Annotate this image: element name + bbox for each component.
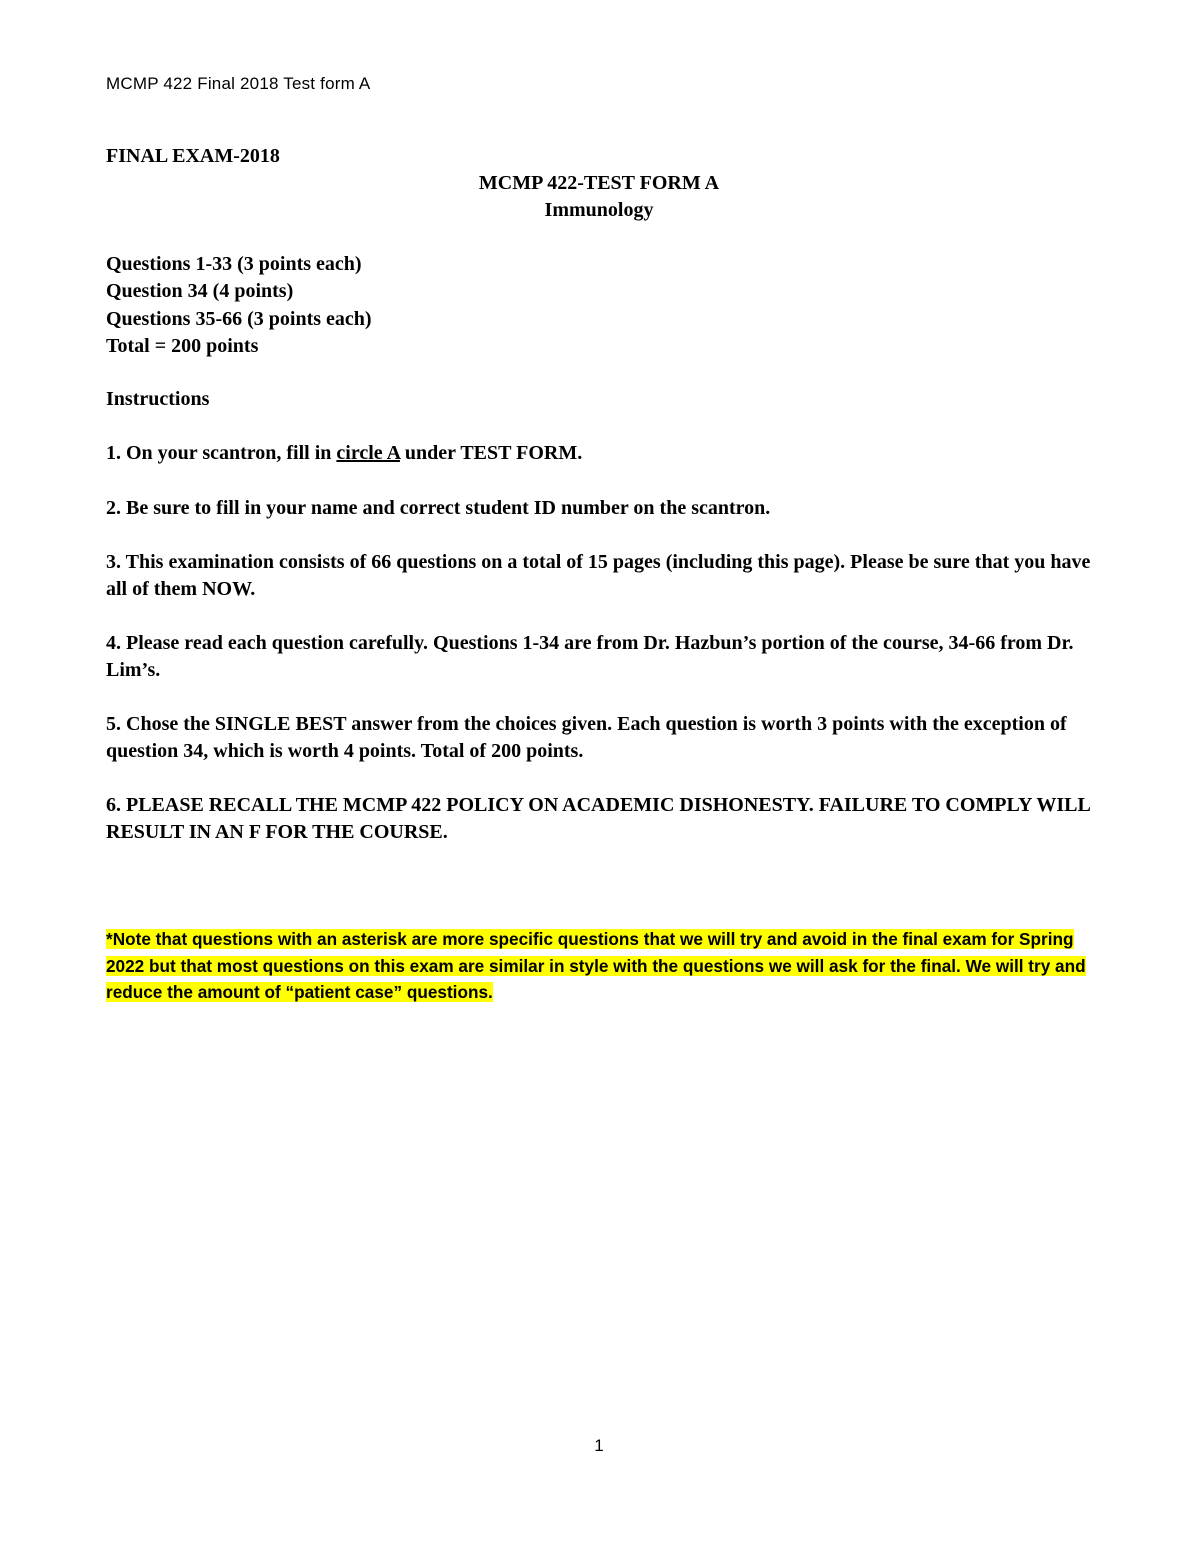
- instruction-1-underlined: circle A: [336, 442, 400, 464]
- points-line: Questions 35-66 (3 points each): [106, 307, 372, 330]
- instruction-6: 6. PLEASE RECALL THE MCMP 422 POLICY ON ACADEMIC DISHONESTY. FAILURE TO COMPLY WILL RESULT IN AN F FOR THE COURSE.: [106, 794, 1090, 843]
- instruction-2: 2. Be sure to fill in your name and correct student ID number on the scantron.: [106, 497, 771, 519]
- highlighted-note: [106, 926, 1096, 1006]
- points-total: Total = 200 points: [106, 334, 259, 357]
- note-text: *Note that questions with an asterisk are more specific questions that we will try and avoid in the final exam for Spring 2022 but that most questions on this exam are similar in style with the questions we will ask for the final. We will try and reduce the amount of “patient case” questions.: [106, 929, 1086, 1002]
- points-line: Questions 1-33 (3 points each): [106, 253, 362, 275]
- points-breakdown: [106, 251, 372, 360]
- points-line: Question 34 (4 points): [106, 280, 294, 303]
- instruction-1-text-end: under TEST FORM.: [399, 442, 583, 464]
- instruction-5: 5. Chose the SINGLE BEST answer from the choices given. Each question is worth 3 points with the exception of question 34, which is worth 4 points. Total of 200 points.: [106, 713, 1067, 762]
- page-header: MCMP 422 Final 2018 Test form A: [106, 74, 371, 93]
- instruction-4: 4. Please read each question carefully. Questions 1-34 are from Dr. Hazbun’s portion of the course, 34-66 from Dr. Lim’s.: [106, 632, 1074, 681]
- exam-subtitle: MCMP 422-TEST FORM A: [478, 172, 720, 194]
- exam-subject: Immunology: [544, 199, 654, 221]
- instructions-heading: Instructions: [106, 388, 210, 410]
- instruction-1-text: 1. On your scantron, fill in: [106, 442, 337, 464]
- instruction-3: 3. This examination consists of 66 questions on a total of 15 pages (including this page). Please be sure that you have all of them NOW.: [106, 551, 1091, 600]
- instruction-1: [106, 440, 1106, 467]
- page-number: 1: [594, 1436, 604, 1455]
- exam-title: FINAL EXAM-2018: [106, 145, 280, 167]
